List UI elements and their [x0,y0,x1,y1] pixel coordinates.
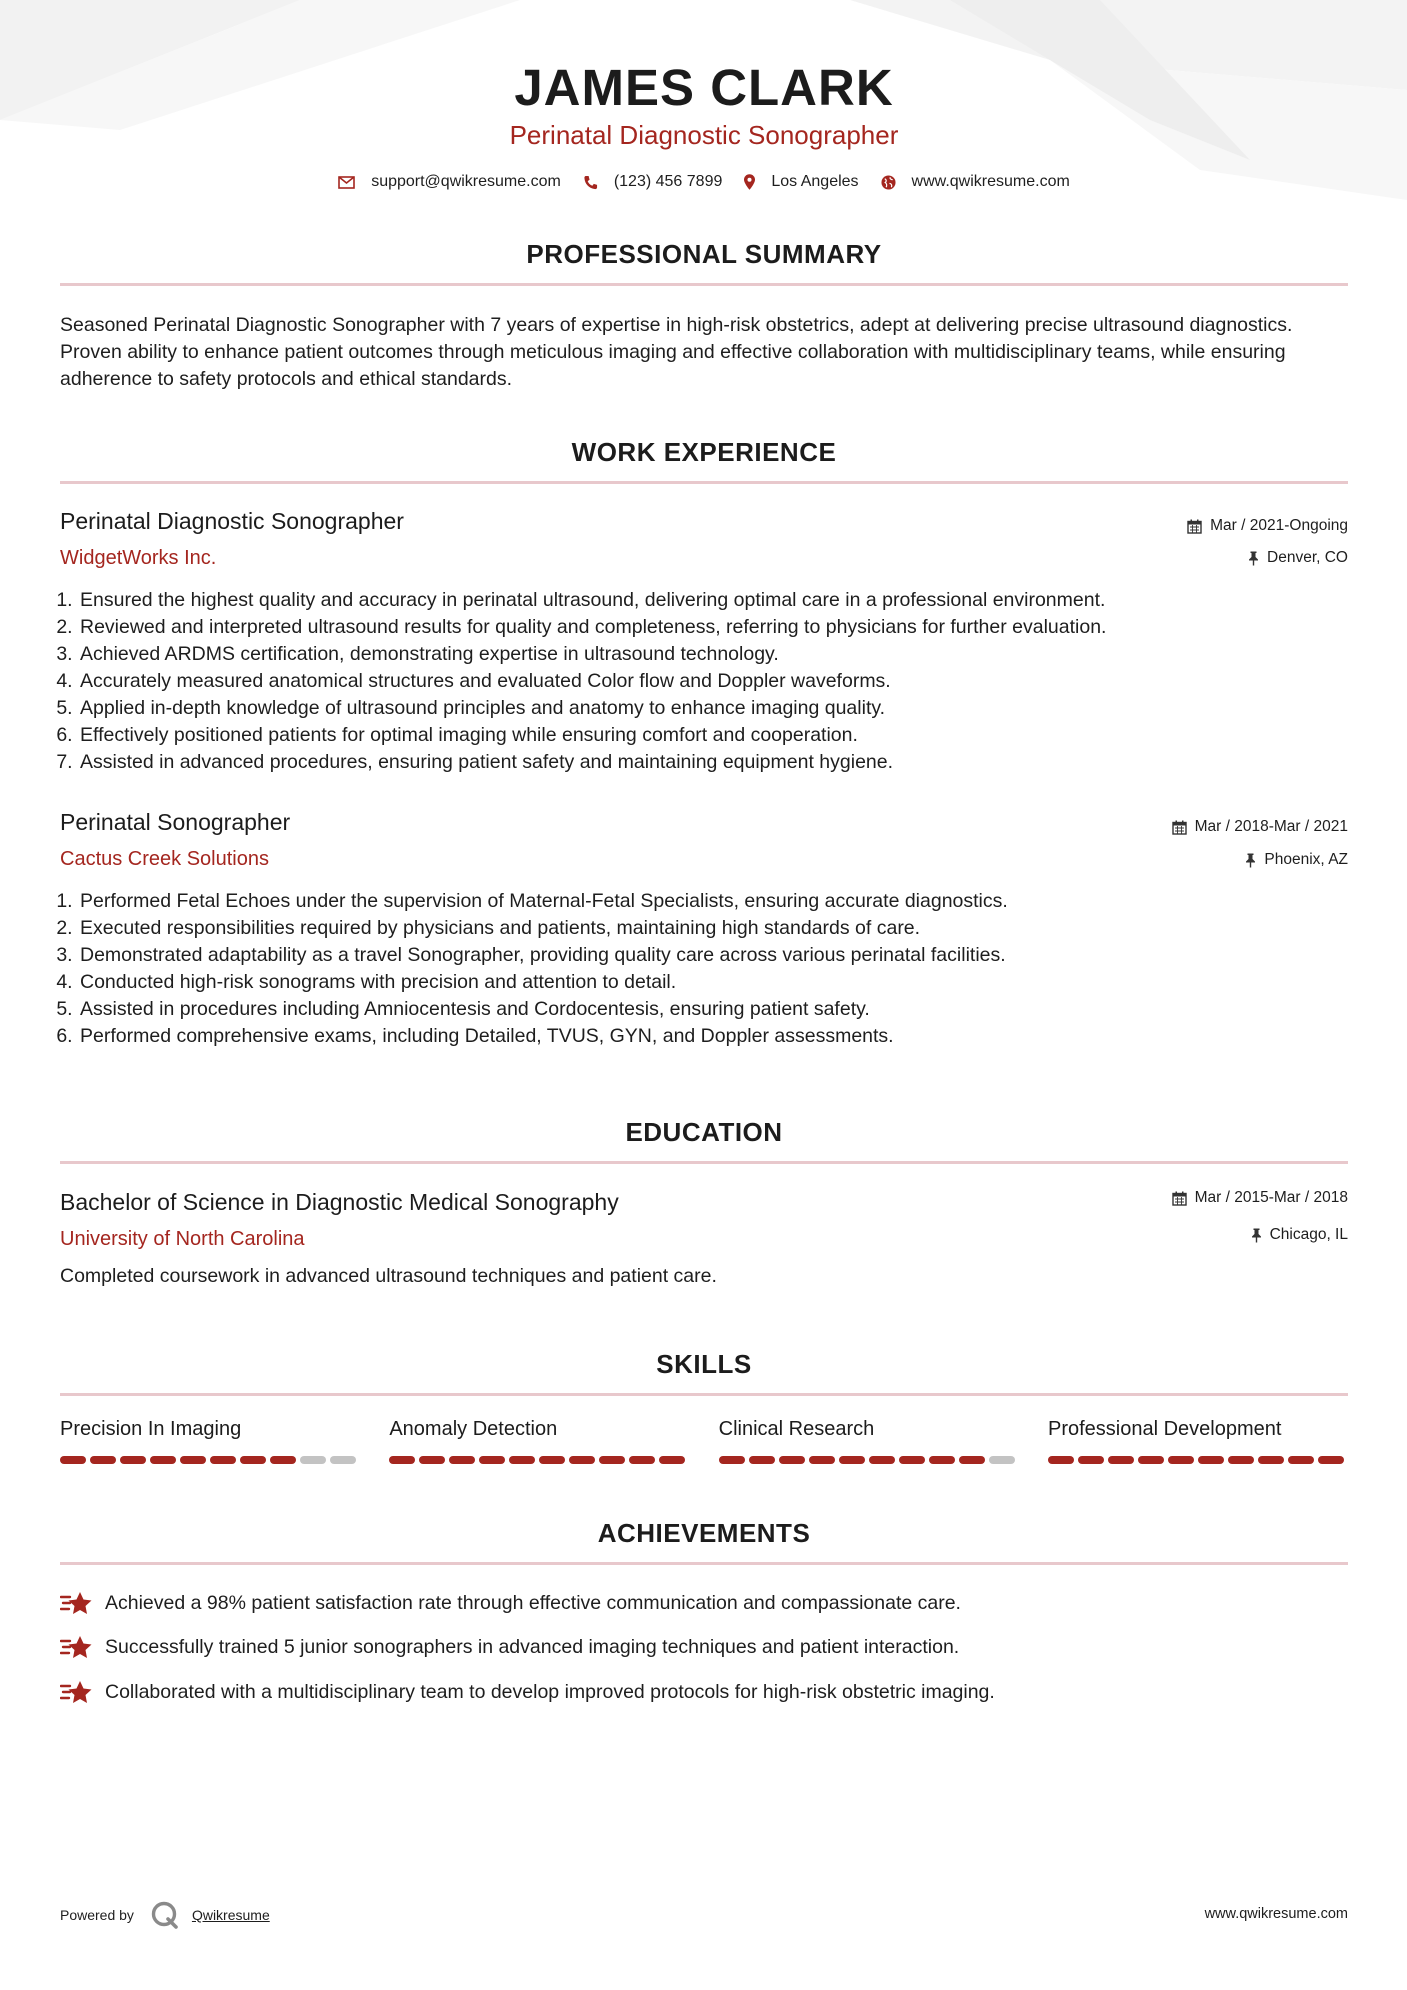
skill-item [719,1418,1019,1464]
skills-heading: SKILLS [656,1349,752,1379]
skill-segment-filled [1078,1456,1104,1464]
skill-segment-filled [389,1456,415,1464]
skill-segment-filled [569,1456,595,1464]
globe-icon [881,175,896,190]
envelope-icon [338,176,355,189]
list-item: 2. Reviewed and interpreted ultrasound results for quality and completeness, referring to physicians for further evaluation. [78,614,1348,641]
achievement-item [60,1634,1348,1660]
list-item: 4. Accurately measured anatomical structures and evaluated Color flow and Doppler waveforms. [78,668,1348,695]
qwikresume-logo-icon [150,1900,180,1930]
skill-segment-filled [899,1456,925,1464]
skill-segment-filled [1138,1456,1164,1464]
skill-segment-filled [1228,1456,1254,1464]
skill-segment-filled [1198,1456,1224,1464]
education-location-text: Chicago, IL [1269,1226,1348,1243]
summary-divider [60,283,1348,286]
education-dates [1172,1189,1348,1207]
skill-segment-filled [779,1456,805,1464]
job-bullets [60,888,1348,1050]
skill-segment-filled [240,1456,266,1464]
list-item: 1. Performed Fetal Echoes under the supervision of Maternal-Fetal Specialists, ensuring accurate diagnostics. [78,888,1348,915]
job-title: Perinatal Sonographer [60,809,291,835]
contact-location [744,173,858,191]
skill-segment-filled [959,1456,985,1464]
footer-website[interactable]: www.qwikresume.com [1204,1906,1348,1922]
skill-segment-filled [599,1456,625,1464]
experience-divider [60,481,1348,484]
skill-segment-filled [629,1456,655,1464]
experience-heading: WORK EXPERIENCE [571,437,837,467]
skill-segment-filled [719,1456,745,1464]
skill-level-bar [719,1456,1019,1464]
skill-level-bar [389,1456,689,1464]
job-title: Perinatal Diagnostic Sonographer [60,508,404,534]
achievement-text: Successfully trained 5 junior sonographers in advanced imaging techniques and patient interaction. [105,1635,960,1658]
calendar-icon [1172,1191,1187,1206]
job-company: Cactus Creek Solutions [60,848,269,870]
job-location [1248,549,1348,567]
pushpin-icon [1251,1228,1262,1243]
job-bullets [60,587,1348,776]
contact-email[interactable] [338,173,561,191]
skill-name: Clinical Research [718,1418,875,1440]
skill-segment-filled [419,1456,445,1464]
education-school: University of North Carolina [60,1228,305,1250]
map-pin-icon [744,174,755,190]
contact-email-text: support@qwikresume.com [371,173,561,190]
skill-segment-filled [749,1456,775,1464]
job-location-text: Phoenix, AZ [1264,851,1348,868]
skill-level-bar [60,1456,360,1464]
pushpin-icon [1245,853,1256,868]
footer-branding [60,1900,270,1930]
contact-phone-text: (123) 456 7899 [613,173,723,190]
calendar-icon [1187,519,1202,534]
skill-segment-empty [300,1456,326,1464]
contact-phone[interactable] [583,173,723,191]
skill-item [60,1418,360,1464]
skill-segment-filled [150,1456,176,1464]
achievements-heading: ACHIEVEMENTS [597,1518,811,1548]
skill-segment-empty [330,1456,356,1464]
calendar-icon [1172,820,1187,835]
skill-segment-filled [1288,1456,1314,1464]
list-item: 2. Executed responsibilities required by physicians and patients, maintaining high standards of care. [78,915,1348,942]
contact-location-text: Los Angeles [771,173,859,190]
shooting-star-icon [60,1679,93,1705]
skill-segment-filled [1318,1456,1344,1464]
skill-segment-filled [1108,1456,1134,1464]
summary-text: Seasoned Perinatal Diagnostic Sonographer with 7 years of expertise in high-risk obstetrics, adept at delivering precise ultrasound diagnostics. Proven ability to enhance patient outcomes through meticulous imaging and effective collaboration with multidisciplinary teams, while ensuring adherence to safety protocols and ethical standards. [60,314,1293,390]
shooting-star-icon [60,1634,93,1660]
skills-list [60,1418,1348,1464]
skill-segment-filled [809,1456,835,1464]
candidate-title: Perinatal Diagnostic Sonographer [509,120,899,150]
education-location [1251,1226,1348,1244]
candidate-name: JAMES CLARK [514,59,894,116]
list-item: 3. Demonstrated adaptability as a travel Sonographer, providing quality care across various perinatal facilities. [78,942,1348,969]
education-dates-text: Mar / 2015-Mar / 2018 [1194,1189,1348,1206]
shooting-star-icon [60,1590,93,1616]
contact-website-text: www.qwikresume.com [911,173,1070,190]
skill-item [1048,1418,1348,1464]
education-divider [60,1161,1348,1164]
skill-segment-filled [659,1456,685,1464]
list-item: 5. Applied in-depth knowledge of ultrasound principles and anatomy to enhance imaging quality. [78,695,1348,722]
achievement-text: Achieved a 98% patient satisfaction rate through effective communication and compassionate care. [105,1591,961,1614]
job-location-text: Denver, CO [1267,549,1348,566]
list-item: 6. Performed comprehensive exams, including Detailed, TVUS, GYN, and Doppler assessments. [78,1023,1348,1050]
pushpin-icon [1248,551,1259,566]
contact-website[interactable] [881,173,1070,191]
summary-heading: PROFESSIONAL SUMMARY [526,239,882,269]
skill-segment-filled [180,1456,206,1464]
phone-icon [583,175,598,190]
skill-name: Precision In Imaging [60,1418,242,1440]
skill-item [389,1418,689,1464]
skill-segment-filled [449,1456,475,1464]
skill-level-bar [1048,1456,1348,1464]
achievement-text: Collaborated with a multidisciplinary team to develop improved protocols for high-risk obstetric imaging. [105,1680,995,1703]
qwikresume-link[interactable]: Qwikresume [191,1907,270,1923]
job-location [1245,851,1348,869]
skill-segment-filled [869,1456,895,1464]
skill-segment-filled [839,1456,865,1464]
job-dates [1187,517,1348,535]
skill-segment-filled [60,1456,86,1464]
achievement-item [60,1679,1348,1705]
list-item: 6. Effectively positioned patients for optimal imaging while ensuring comfort and cooperation. [78,722,1348,749]
skill-segment-filled [210,1456,236,1464]
skill-segment-filled [1258,1456,1284,1464]
job-dates-text: Mar / 2021-Ongoing [1210,517,1348,534]
skill-segment-filled [90,1456,116,1464]
skill-name: Anomaly Detection [389,1418,558,1440]
list-item: 5. Assisted in procedures including Amniocentesis and Cordocentesis, ensuring patient safety. [78,996,1348,1023]
skill-segment-filled [509,1456,535,1464]
contact-bar [60,173,1348,191]
education-heading: EDUCATION [625,1117,783,1147]
list-item: 4. Conducted high-risk sonograms with precision and attention to detail. [78,969,1348,996]
achievements-divider [60,1562,1348,1565]
skill-segment-filled [1168,1456,1194,1464]
skill-name: Professional Development [1047,1418,1282,1440]
job-company: WidgetWorks Inc. [60,547,217,569]
skill-segment-filled [120,1456,146,1464]
skill-segment-empty [989,1456,1015,1464]
list-item: 1. Ensured the highest quality and accuracy in perinatal ultrasound, delivering optimal care in a professional environment. [78,587,1348,614]
skill-segment-filled [479,1456,505,1464]
job-dates-text: Mar / 2018-Mar / 2021 [1194,818,1348,835]
skills-divider [60,1393,1348,1396]
skill-segment-filled [270,1456,296,1464]
job-dates [1172,818,1348,836]
skill-segment-filled [539,1456,565,1464]
list-item: 3. Achieved ARDMS certification, demonstrating expertise in ultrasound technology. [78,641,1348,668]
powered-by-label: Powered by [60,1907,134,1923]
list-item: 7. Assisted in advanced procedures, ensuring patient safety and maintaining equipment hygiene. [78,749,1348,776]
skill-segment-filled [929,1456,955,1464]
achievement-item [60,1590,1348,1616]
skill-segment-filled [1048,1456,1074,1464]
education-description: Completed coursework in advanced ultrasound techniques and patient care. [60,1265,717,1287]
education-degree: Bachelor of Science in Diagnostic Medical Sonography [60,1189,619,1215]
